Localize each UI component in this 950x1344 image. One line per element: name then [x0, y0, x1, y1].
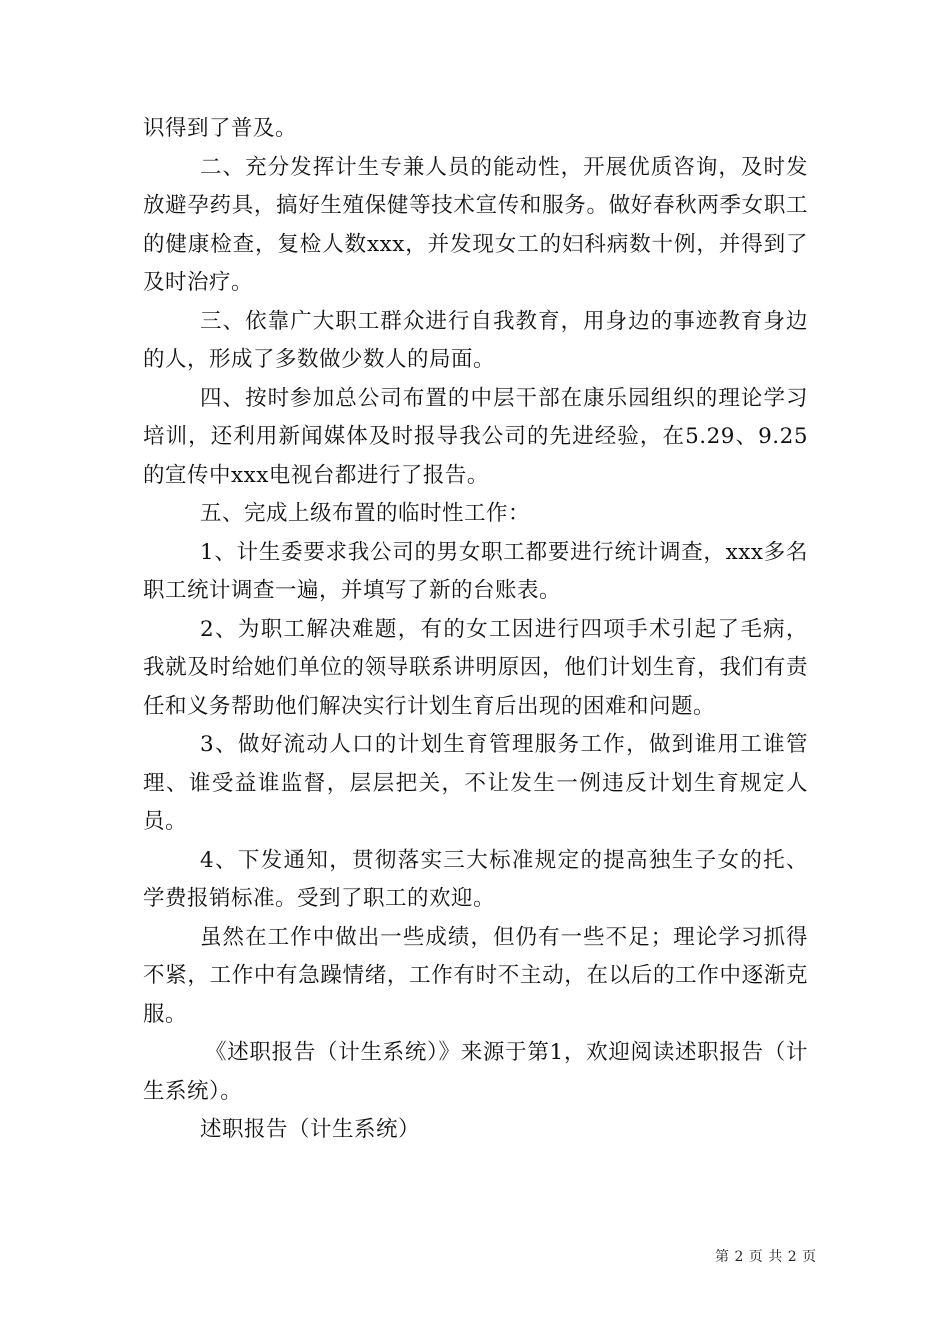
- paragraph-summary: 虽然在工作中做出一些成绩，但仍有一些不足；理论学习抓得不紧，工作中有急躁情绪，工作有时不主动，在以后的工作中逐渐克服。: [143, 924, 808, 1027]
- page-number: 第 2 页 共 2 页: [715, 1249, 817, 1265]
- paragraph-continuation: 识得到了普及。: [143, 116, 298, 141]
- paragraph-section-3: 三、依靠广大职工群众进行自我教育，用身边的事迹教育身边的人，形成了多数做少数人的局面。: [143, 308, 808, 372]
- paragraph-item-1: 1、计生委要求我公司的男女职工都要进行统计调查，xxx多名职工统计调查一遍，并填写了新的台账表。: [143, 539, 808, 603]
- paragraph-closing-title: 述职报告（计生系统）: [200, 1117, 421, 1142]
- paragraph-source-note: 《述职报告（计生系统）》来源于第1，欢迎阅读述职报告（计生系统）。: [143, 1040, 808, 1104]
- document-body: [143, 110, 808, 1150]
- paragraph-section-4: 四、按时参加总公司布置的中层干部在康乐园组织的理论学习培训，还利用新闻媒体及时报导我公司的先进经验，在5.29、9.25的宣传中xxx电视台都进行了报告。: [143, 385, 808, 488]
- paragraph-item-4: 4、下发通知，贯彻落实三大标准规定的提高独生子女的托、学费报销标准。受到了职工的欢迎。: [143, 847, 808, 911]
- paragraph-section-5-heading: 五、完成上级布置的临时性工作：: [200, 501, 531, 526]
- paragraph-item-2: 2、为职工解决难题，有的女工因进行四项手术引起了毛病，我就及时给她们单位的领导联系讲明原因，他们计划生育，我们有责任和义务帮助他们解决实行计划生育后出现的困难和问题。: [143, 616, 808, 719]
- paragraph-item-3: 3、做好流动人口的计划生育管理服务工作，做到谁用工谁管理、谁受益谁监督，层层把关，不让发生一例违反计划生育规定人员。: [143, 732, 808, 834]
- paragraph-section-2: 二、充分发挥计生专兼人员的能动性，开展优质咨询，及时发放避孕药具，搞好生殖保健等技术宣传和服务。做好春秋两季女职工的健康检查，复检人数xxx，并发现女工的妇科病数十例，并得到了及时治疗。: [143, 154, 808, 295]
